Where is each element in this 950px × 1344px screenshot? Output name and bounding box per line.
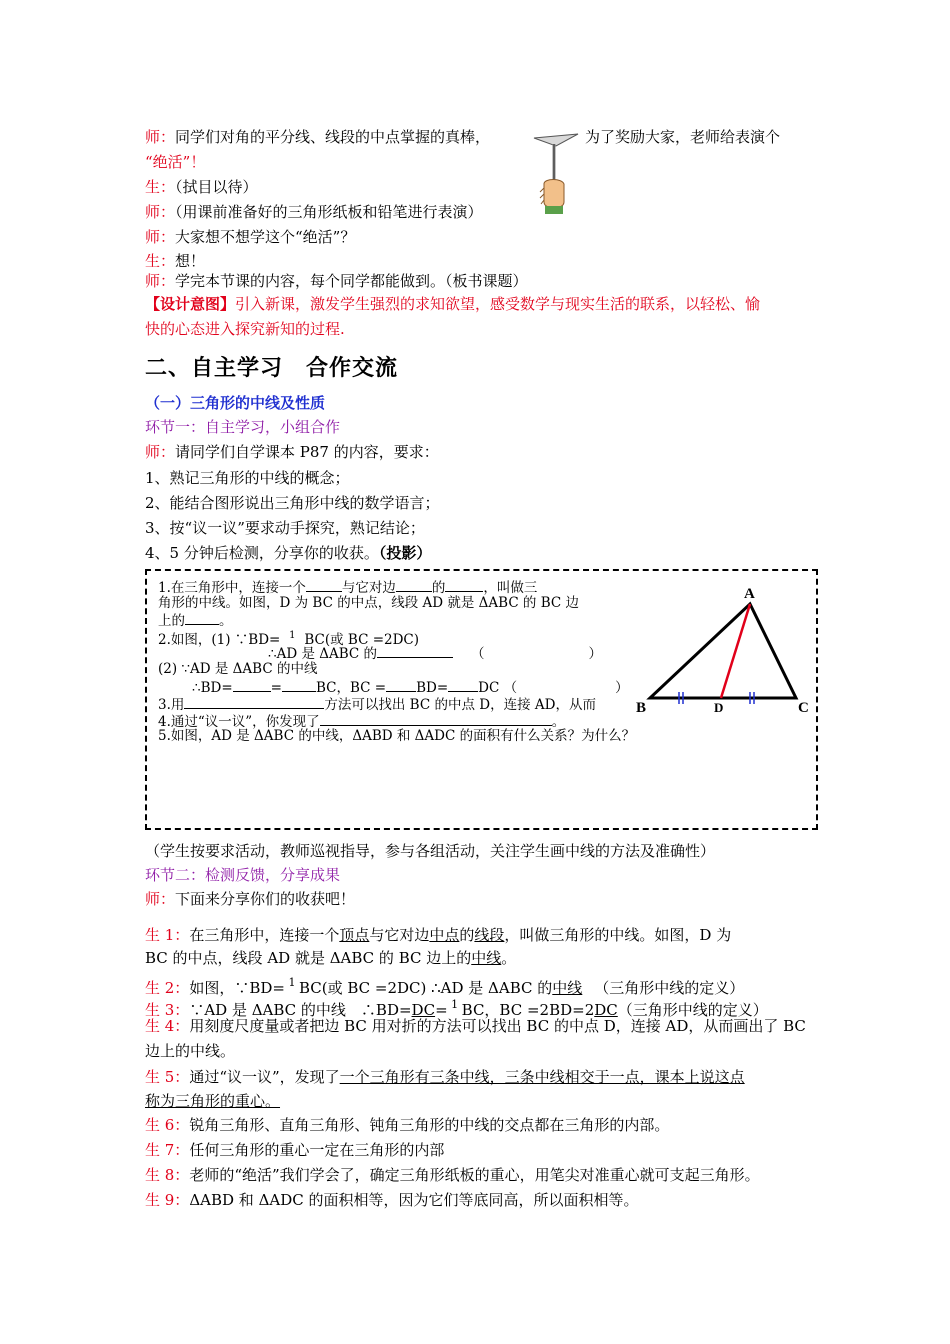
intro-line-5: 生：想！ (145, 252, 206, 270)
intro-line-6: 师：学完本节课的内容，每个同学都能做到。（板书课题） (145, 272, 528, 290)
design-intent-label: 【设计意图】 (145, 295, 236, 313)
activity-note: （学生按要求活动，教师巡视指导，参与各组活动，关注学生画中线的方法及准确性） (145, 842, 716, 860)
point-label-d: D (714, 700, 724, 715)
q2-line-2: ∴AD 是 ΔABC 的 （ ） (268, 646, 603, 662)
answer-8: 生 8：老师的“绝活”我们学会了，确定三角形纸板的重心，用笔尖对准重心就可支起三角形。 (145, 1166, 760, 1184)
triangle-abc-figure (632, 582, 816, 716)
pencil-balancing-triangle-illustration (532, 132, 582, 214)
answer-6: 生 6：锐角三角形、直角三角形、钝角三角形的中线的交点都在三角形的内部。 (145, 1116, 670, 1134)
q4-line: 4.通过“议一议”，你发现了 。 (158, 714, 566, 730)
vertex-label-a: A (744, 586, 755, 602)
triangle-abc (650, 604, 796, 698)
q1-line-3: 上的 。 (158, 613, 233, 629)
intro-line-1: 师：同学们对角的平分线、线段的中点掌握的真棒， (145, 128, 491, 146)
answer-7: 生 7：任何三角形的重心一定在三角形的内部 (145, 1141, 445, 1159)
answer-1-line-1: 生 1：在三角形中，连接一个顶点与它对边中点的线段，叫做三角形的中线。如图，D 为 (145, 926, 732, 944)
answer-9: 生 9：ΔABD 和 ΔADC 的面积相等，因为它们等底同高，所以面积相等。 (145, 1191, 639, 1209)
q5-line: 5.如图，AD 是 ΔABC 的中线，ΔABD 和 ΔADC 的面积有什么关系？为什么？ (158, 728, 636, 744)
answer-5-line-1: 生 5：通过“议一议”，发现了一个三角形有三条中线，三条中线相交于一点，课本上说这点 (145, 1068, 745, 1086)
speaker-teacher: 师： (145, 128, 176, 146)
teacher-instruction: 师：请同学们自学课本 P87 的内容，要求： (145, 443, 439, 461)
requirement-1: 1、熟记三角形的中线的概念； (145, 469, 350, 487)
subsection-heading: （一）三角形的中线及性质 (145, 394, 326, 412)
answer-1-line-2: BC 的中点，线段 AD 就是 ΔABC 的 BC 边上的中线。 (145, 949, 517, 967)
answer-2: 生 2：如图，∵BD= 1 BC(或 BC =2DC) ∴AD 是 ΔABC 的中线 （三角形中线的定义） (145, 976, 745, 997)
intro-line-1-cont: 为了奖励大家，老师给表演个 (585, 128, 781, 146)
requirement-3: 3、按“议一议”要求动手探究，熟记结论； (145, 519, 425, 537)
vertex-label-b: B (636, 700, 647, 716)
stage-two-label: 环节二：检测反馈，分享成果 (145, 866, 341, 884)
answer-4-line-1: 生 4：用刻度尺度量或者把边 BC 用对折的方法可以找出 BC 的中点 D，连接 AD，从而画出了 BC (145, 1017, 806, 1035)
intro-line-1-end: “绝活”！ (145, 153, 206, 171)
stage-one-label: 环节一：自主学习，小组合作 (145, 418, 341, 436)
q2-line-1: 2.如图，(1) ∵BD= 1 BC(或 BC =2DC) (158, 630, 420, 648)
q2-line-3: (2) ∵AD 是 ΔABC 的中线 (158, 661, 318, 677)
intro-line-4: 师：大家想不想学这个“绝活”？ (145, 228, 356, 246)
q3-line: 3.用 方法可以找出 BC 的中点 D，连接 AD，从而 (158, 697, 596, 713)
answer-3: 生 3：∵AD 是 ΔABC 的中线 ∴BD=DC= 1 BC，BC =2BD=2DC（三角形中线的定义） (145, 998, 768, 1019)
section-heading: 二、自主学习 合作交流 (145, 355, 399, 381)
design-intent: 【设计意图】引入新课，激发学生强烈的求知欲望，感受数学与现实生活的联系，以轻松、愉 (145, 295, 761, 313)
intro-line-3: 师：（用课前准备好的三角形纸板和铅笔进行表演） (145, 203, 483, 221)
intro-line-2: 生：（拭目以待） (145, 178, 258, 196)
answer-4-line-2: 边上的中线。 (145, 1042, 236, 1060)
answer-5-line-2: 称为三角形的重心。 (145, 1092, 281, 1110)
q2-line-4: ∴BD= = BC，BC = BD= DC （ ） (192, 680, 629, 696)
teacher-share: 师：下面来分享你们的收获吧！ (145, 890, 356, 908)
requirement-2: 2、能结合图形说出三角形中线的数学语言； (145, 494, 440, 512)
vertex-label-c: C (798, 700, 809, 716)
requirement-4: 4、5 分钟后检测，分享你的收获。（投影） (145, 544, 432, 562)
q1-line-2: 角形的中线。如图，D 为 BC 的中点，线段 AD 就是 ΔABC 的 BC 边 (158, 595, 580, 611)
design-intent-cont: 快的心态进入探究新知的过程. (145, 320, 345, 338)
q1-line-1: 1.在三角形中，连接一个 与它对边 的 ，叫做三 (158, 580, 538, 596)
